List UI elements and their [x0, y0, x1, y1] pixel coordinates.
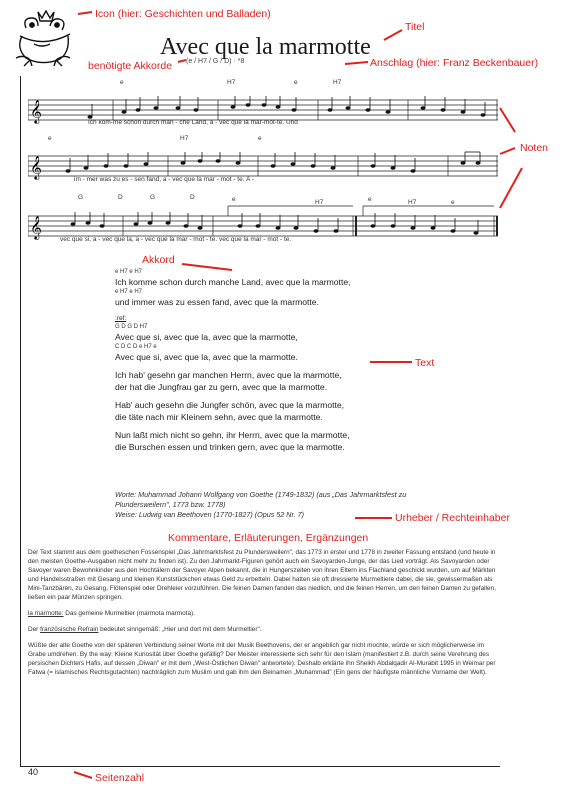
credits-melody: Weise: Ludwig van Beethoven (1770-1827) (Opus 52 Nr. 7) [115, 510, 304, 519]
verse-line: Ich hab' gesehn gar manchen Herrn, avec que la marmotte, [115, 370, 342, 380]
credits [115, 490, 455, 520]
svg-text:𝄞: 𝄞 [30, 215, 42, 239]
annotation-text: Text [415, 357, 435, 369]
staff3-chord-7: e [368, 196, 372, 203]
staff3-notation [28, 202, 498, 252]
credits-words: Worte: Muhammad Johann Wolfgang von Goethe (1749-1832) (aus „Das Jahrmarktsfest zu [115, 490, 407, 499]
staff3-chord-9: e [451, 199, 455, 206]
bottom-rule [20, 766, 500, 767]
annotation-pagenum: Seitenzahl [95, 772, 145, 784]
comment-definition: bedeutet sinngemäß: „Hier und dort mit dem Murmeltier". [100, 626, 262, 633]
comment-paragraph [28, 625, 498, 634]
frog-crown-icon [8, 6, 78, 68]
verse-chords: e H7 e H7 [115, 269, 143, 275]
comment-term: französische Refrain [40, 626, 99, 633]
song-title: Avec que la marmotte [160, 34, 371, 60]
staff3-lyrics: vec que si, a - vec que la, a - vec que la mar - mot - te. vec que la mar - mot - te. [60, 236, 292, 243]
verse-line: der hat die Jungfrau gar zu gern, avec que la marmotte. [115, 382, 328, 392]
staff2-chord-2: H7 [180, 135, 189, 142]
comment-paragraph: Wüßte der alte Goethe von der späteren Verbindung seiner Worte mit der Musik Beethovens, der er angeblich gar nicht mochte, würde er sich möglicherweise im Grabe umdrehen. By the way: Kleine Kuriosität über Goethe gefällig? Der Meister interessierte sich sehr für den Islam (manifestiert z.B. durch seine Verehrung des persischen Dichters Hafis, auf dessen „Diwan" er mit dem „West-Östlichen Diwan" antwortete). Deshalb erklärte ihn Sheikh Abdalqadir Al-Murabit 1995 in Weimar per Fatwa (= islamisches Rechtsgutachten) nachträglich zum Muslim und gab ihm den Beinamen „Muhammad" (Ein gens der häufigste männliche Vorname der Welt). [28, 642, 496, 676]
staff2-chord-1: e [48, 135, 52, 142]
staff1-chord-4: H7 [333, 79, 342, 86]
verse-chords: C D C D e H7 e [115, 344, 157, 350]
staff1-chord-3: e [294, 79, 298, 86]
verse-line: Ich komme schon durch manche Land, avec que la marmotte, [115, 277, 351, 287]
annotation-tuning: Anschlag (hier: Franz Beckenbauer) [370, 57, 539, 69]
staff3-chord-8: H7 [408, 199, 417, 206]
comment-text: Der [28, 626, 39, 633]
svg-text:𝄞: 𝄞 [30, 155, 42, 179]
comment-definition: Das gemeine Murmeltier (marmota marmota). [65, 610, 195, 617]
staff2-notation [28, 142, 498, 192]
comments [28, 548, 498, 684]
staff3-chord-5: e [232, 196, 236, 203]
verse-line: und immer was zu essen fand, avec que la marmotte. [115, 297, 319, 307]
verse-line: die täte nach mir Kleinem sehn, avec que la marmotte. [115, 412, 323, 422]
annotation-comments: Kommentare, Erläuterungen, Ergänzungen [168, 532, 369, 544]
credits-words-cont: Plundersweilern", 1773 bzw. 1778) [115, 500, 226, 509]
verse-chords: G D G D H7 [115, 324, 148, 330]
staff3-chord-6: H7 [315, 199, 324, 206]
staff1-notation [28, 86, 498, 136]
verse-line: Hab' auch gesehn die Jungfer schön, avec que la marmotte, [115, 400, 345, 410]
left-rule [20, 76, 21, 766]
staff1-chord-1: e [120, 79, 124, 86]
refrain-label: :ref: [115, 315, 127, 322]
comment-paragraph [28, 609, 498, 618]
staff1-lyrics: Ich kom-me schon durch man - che Land, a - vec que la mar-mot-te. Und [88, 119, 298, 126]
staff2-chord-3: e [258, 135, 262, 142]
verse-line: Nun laßt mich nicht so gehn, ihr Herrn, avec que la marmotte, [115, 430, 350, 440]
annotation-title: Titel [405, 21, 425, 33]
annotation-chords: benötigte Akkorde [88, 60, 173, 72]
annotation-author: Urheber / Rechteinhaber [395, 512, 510, 524]
verse-line: die Burschen essen und trinken gern, avec que la marmotte. [115, 442, 345, 452]
verse-chords: e H7 e H7 [115, 289, 143, 295]
annotation-notes: Noten [520, 142, 549, 154]
staff3-chord-3: G [150, 194, 156, 201]
staff3-chord-4: D [190, 194, 195, 201]
annotation-chord: Akkord [142, 254, 175, 266]
verse-line: Avec que si, avec que la, avec que la marmotte, [115, 332, 298, 342]
comment-paragraph: Der Text stammt aus dem goetheschen Fossenspiel „Das Jahrmarktsfest zu Plundersweilern", das 1773 in erster und 1778 in zweiter Fassung entstand (und heute in den meisten Goethe-Ausgaben nicht mehr zu finden ist). Zu den Jahrmarkt-Figuren gehört auch ein Savoyarden-Junge, der das Lied vorträgt. Als Savoyarden oder Savoyer waren Bewohnkinder aus den Hochtälern der Savoyer Alpen bekannt, die in Hungerszeiten von ihren Eltern ins Flachland geschickt wurden, um auf Märkten und Handelsstraßen mit Gesang und kleinen Kunststückchen etwas Geld zu erbetteln. Dabei hatten sie oft dressierte Murmeltiere dabei, die sie, gewissermaßen als Mini-Tanzbären, zu Gesang, Flötenspiel oder Drehleier vorzuführen. Die feinen Damen fanden das niedlich, und die feinen Herren, um den feinen Damen zu gefallen, ließen ein paar Münzen springen. [28, 549, 496, 601]
verse-line: Avec que si, avec que la, avec que la marmotte. [115, 352, 298, 362]
annotation-icon: Icon (hier: Geschichten und Balladen) [95, 8, 271, 20]
comment-term: la marmotte: [28, 610, 64, 617]
lyrics-text [115, 268, 415, 453]
page-number: 40 [28, 767, 39, 777]
staff3-chord-1: G [78, 194, 84, 201]
staff3-chord-2: D [118, 194, 123, 201]
staff1-chord-2: H7 [227, 79, 236, 86]
song-chordline: (e / H7 / G / D) · *8 [186, 58, 245, 65]
staff2-lyrics: im - mer was zu es - sen fand, a - vec que la mar - mot - te. A - [74, 176, 254, 183]
svg-text:𝄞: 𝄞 [30, 99, 42, 123]
